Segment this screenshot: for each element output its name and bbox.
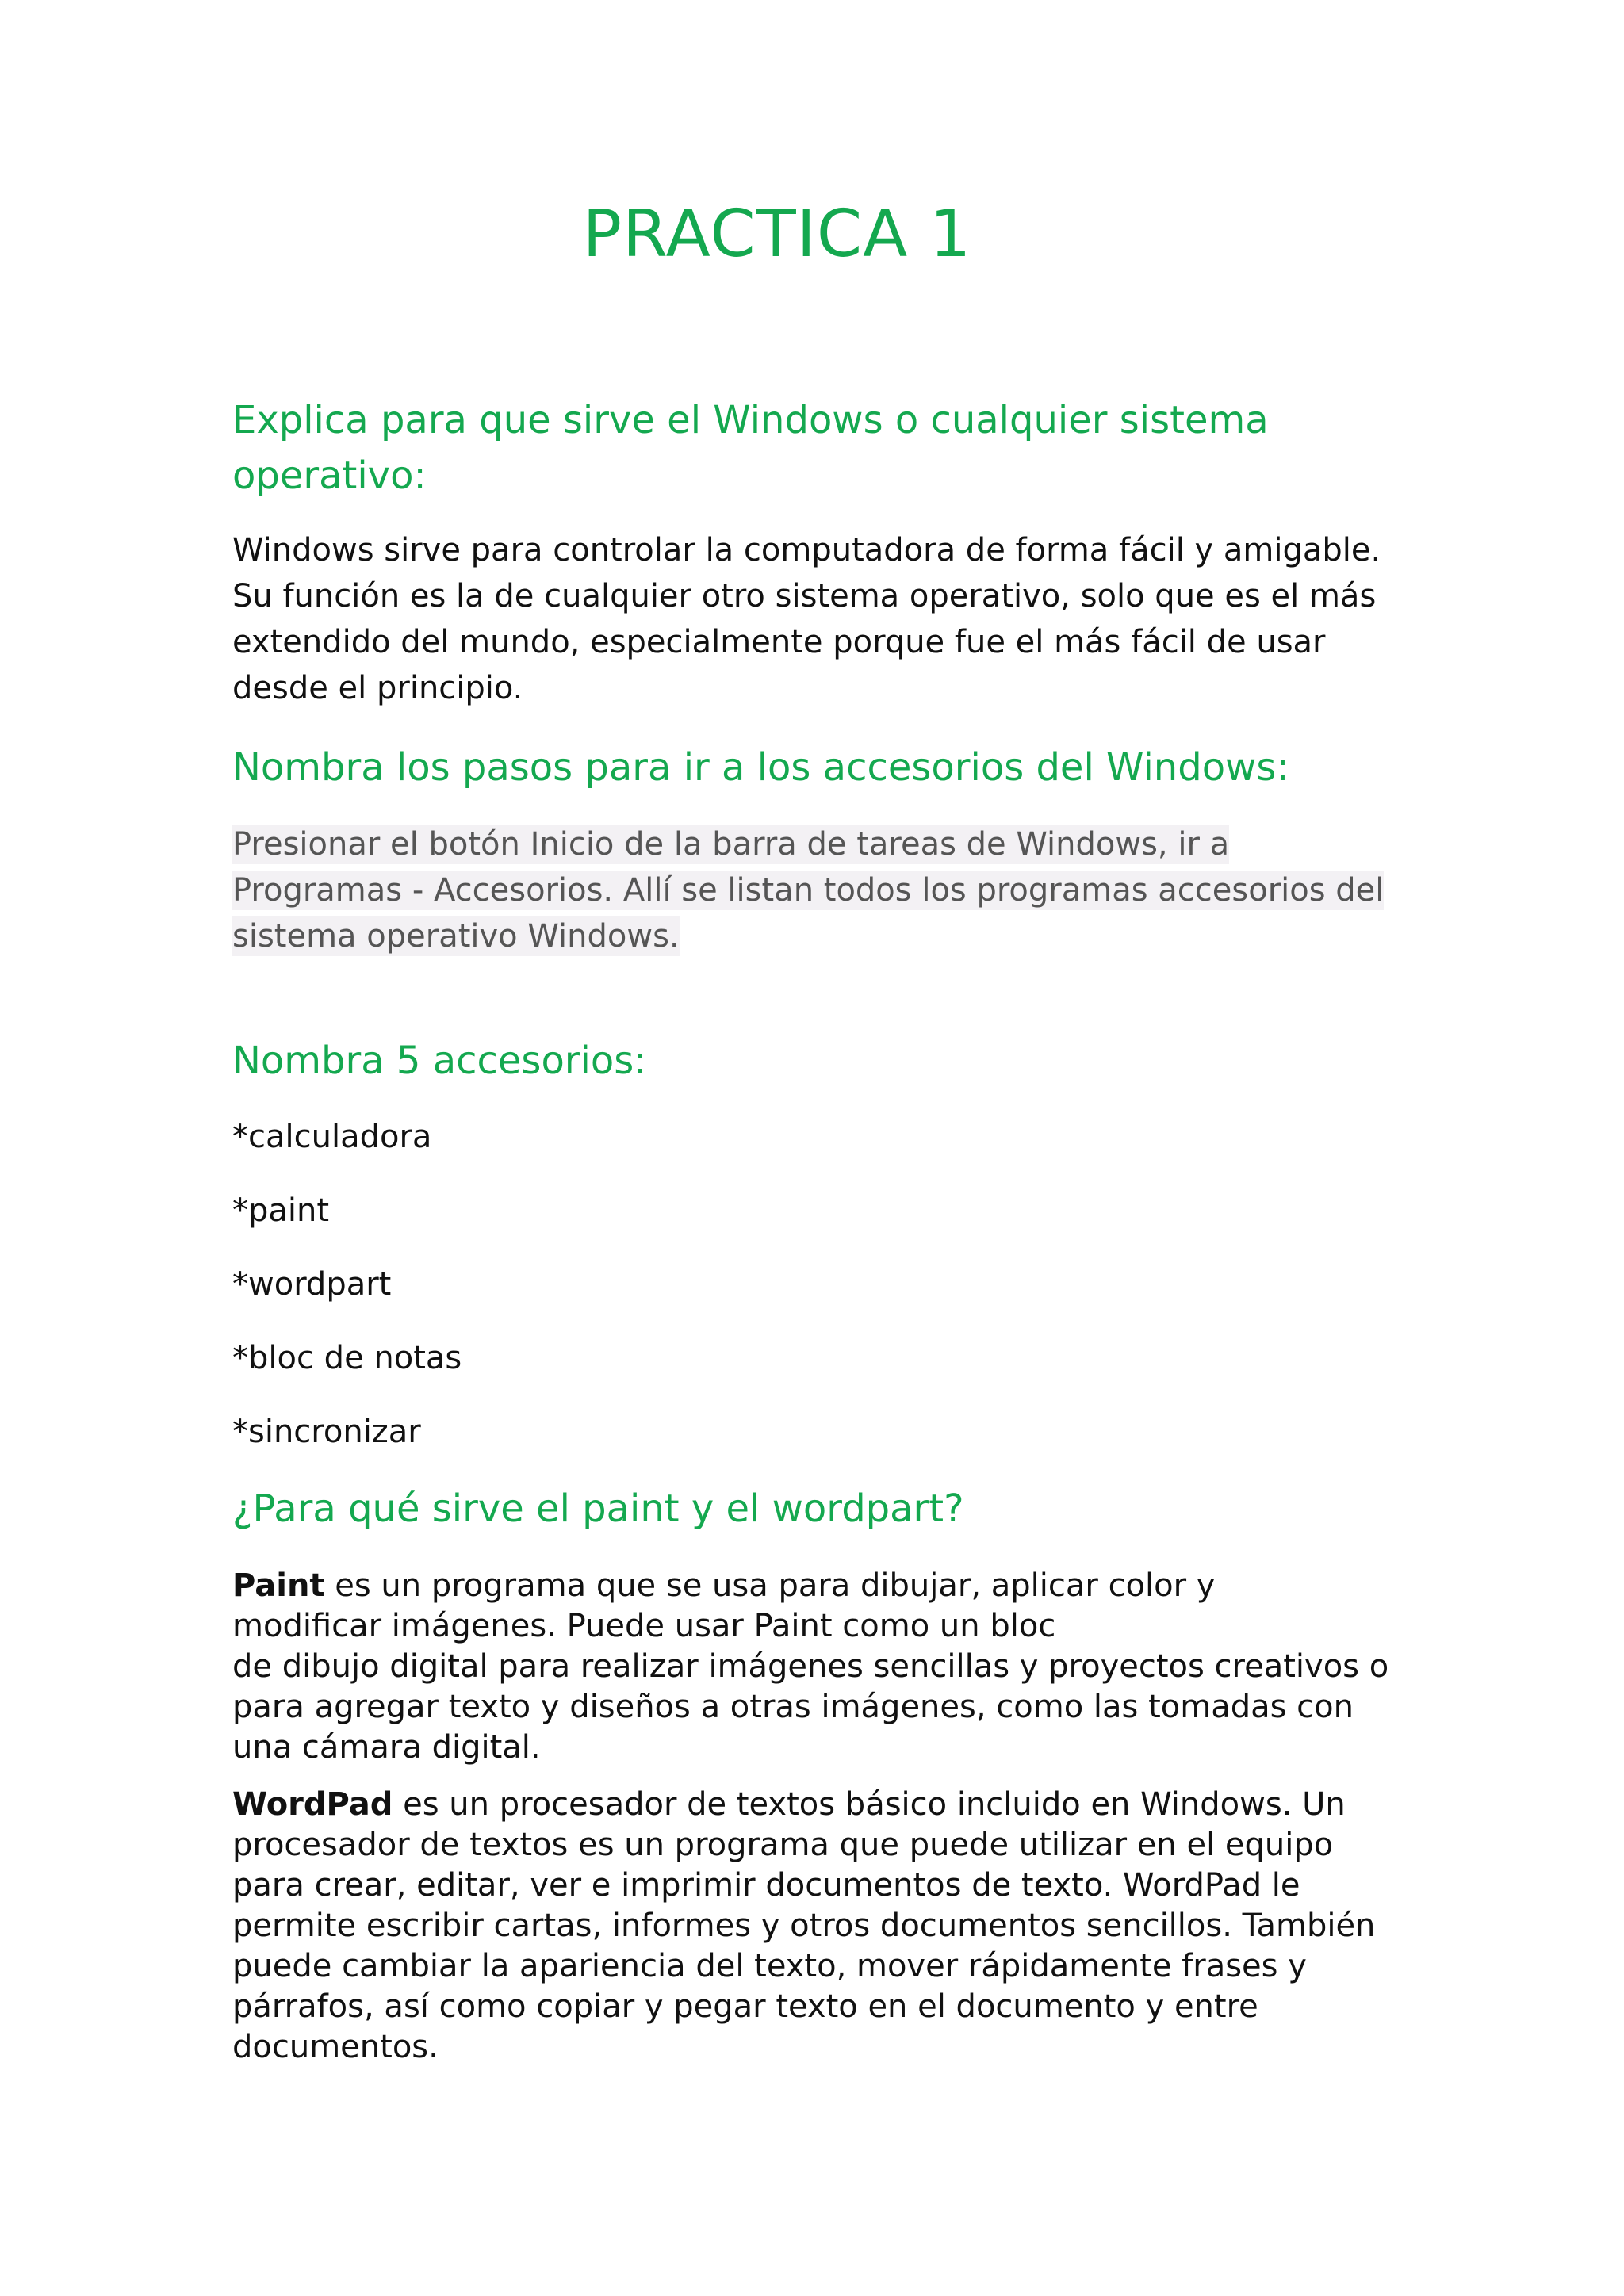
section1-heading [232, 392, 1269, 503]
wordpad-text-line4: permite escribir cartas, informes y otros documentos sencillos. También [232, 1908, 1376, 1944]
wordpad-text-line6: párrafos, así como copiar y pegar texto en el documento y entre [232, 1988, 1258, 2025]
wordpad-text-line3: para crear, editar, ver e imprimir documentos de texto. WordPad le [232, 1867, 1300, 1904]
list-item: *sincronizar [232, 1414, 421, 1450]
section2-body [232, 821, 1390, 959]
section3-heading: Nombra 5 accesorios: [232, 1039, 647, 1083]
wordpad-term: WordPad [232, 1786, 393, 1823]
list-item: *bloc de notas [232, 1340, 462, 1376]
list-item: *paint [232, 1192, 330, 1229]
paint-text-line5: una cámara digital. [232, 1729, 541, 1766]
section1-body: Windows sirve para controlar la computadora de forma fácil y amigable. Su función es la de cualquier otro sistema operativo, solo que es el más extendido del mundo, especialmente porque fue el más fácil de usar desde el principio. [232, 532, 1381, 706]
wordpad-text-line7: documentos. [232, 2029, 439, 2065]
paint-paragraph [232, 1566, 1501, 1768]
wordpad-paragraph [232, 1785, 1501, 2068]
paint-term: Paint [232, 1567, 325, 1604]
section4-heading: ¿Para qué sirve el paint y el wordpart? [232, 1487, 964, 1531]
paint-text-line1: es un programa que se usa para dibujar, aplicar color y [324, 1567, 1216, 1604]
section1-heading-line2: operativo: [232, 453, 427, 498]
section2-body-highlight: Presionar el botón Inicio de la barra de tareas de Windows, ir a Programas - Accesorios. Allí se listan todos los programas accesorios del sistema operativo Windows. [232, 826, 1385, 955]
page-title: PRACTICA 1 [582, 197, 972, 272]
section1-heading-line1: Explica para que sirve el Windows o cualquier sistema [232, 398, 1269, 442]
paint-text-line2: modificar imágenes. Puede usar Paint como un bloc [232, 1608, 1056, 1644]
wordpad-text-line2: procesador de textos es un programa que puede utilizar en el equipo [232, 1827, 1334, 1863]
paint-text-line3: de dibujo digital para realizar imágenes sencillas y proyectos creativos o [232, 1648, 1389, 1685]
wordpad-text-line5: puede cambiar la apariencia del texto, mover rápidamente frases y [232, 1948, 1307, 1984]
list-item: *calculadora [232, 1119, 432, 1155]
list-item: *wordpart [232, 1266, 392, 1303]
wordpad-text-line1: es un procesador de textos básico incluido en Windows. Un [393, 1786, 1346, 1823]
section2-heading: Nombra los pasos para ir a los accesorios del Windows: [232, 745, 1289, 790]
paint-text-line4: para agregar texto y diseños a otras imágenes, como las tomadas con [232, 1689, 1354, 1725]
